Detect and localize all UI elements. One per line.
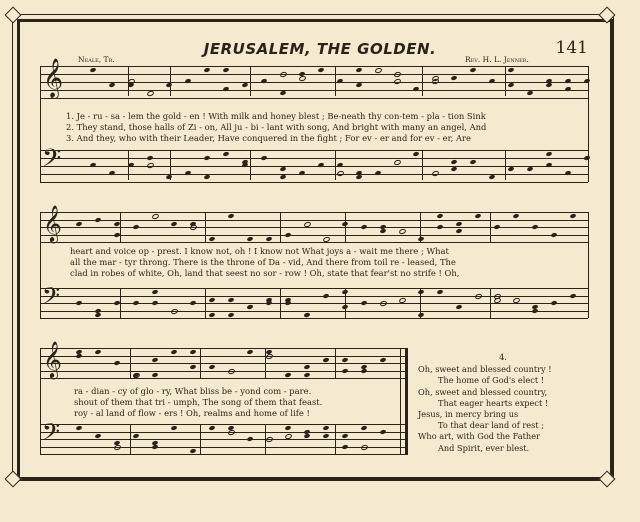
lyric-line-verse1: ra - dian - cy of glo - ry, What bliss be - yond com - pare. (74, 386, 312, 396)
barline (205, 212, 206, 242)
treble-clef-icon: 𝄞 (43, 340, 62, 378)
barline (588, 212, 589, 318)
lyric-line-verse1: heart and voice op - prest. I know not, oh ! I know not What joys a - wait me there ; What (70, 246, 449, 256)
barline (130, 348, 131, 378)
lyric-line-verse2: shout of them that tri - umph, The song of them that feast. (74, 397, 323, 407)
lyric-line-verse2: all the mar - tyr throng. There is the throne of Da - vid, And there from toil re - leased, The (70, 257, 456, 267)
verse-line: And Spirit, ever blest. (438, 442, 530, 453)
barline (335, 66, 336, 96)
barline (280, 288, 281, 318)
treble-staff-2 (40, 204, 588, 242)
barline (335, 424, 336, 454)
barline (490, 212, 491, 242)
barline (120, 288, 121, 318)
verse-line: Oh, sweet and blessed country ! (418, 364, 552, 375)
bass-clef-icon: 𝄢 (42, 282, 61, 315)
verse-line: Jesus, in mercy bring us (418, 409, 519, 420)
barline (200, 424, 201, 454)
treble-clef-icon: 𝄞 (43, 58, 64, 98)
barline (120, 212, 121, 242)
barline (250, 66, 251, 96)
system-bracket (40, 66, 41, 182)
barline (280, 212, 281, 242)
lyric-line-verse2: 2. They stand, those halls of Zi - on, All ju - bi - lant with song, And bright with many an angel, And (66, 122, 487, 132)
barline (250, 150, 251, 180)
barline (345, 212, 346, 242)
bass-staff-3 (40, 418, 408, 454)
barline (335, 348, 336, 378)
system-bracket (40, 348, 41, 454)
barline (335, 150, 336, 180)
barline (130, 424, 131, 454)
verse-number: 4. (499, 352, 507, 362)
page-number: 141 (555, 38, 588, 58)
barline (505, 150, 506, 180)
lyric-line-verse3: roy - al land of flow - ers ! Oh, realms and home of life ! (74, 408, 310, 418)
lyric-line-verse1: 1. Je - ru - sa - lem the gold - en ! With milk and honey blest ; Be-neath thy con-tem - pla - tion Sink (66, 111, 486, 121)
verse-line: To that dear land of rest ; (438, 420, 544, 431)
barline (422, 66, 423, 96)
barline (490, 288, 491, 318)
verse-4 (418, 352, 588, 454)
hymn-title: JERUSALEM, THE GOLDEN. (203, 40, 437, 58)
verse-line: Oh, sweet and blessed country, (418, 386, 548, 397)
barline (588, 66, 589, 182)
barline (422, 150, 423, 180)
translator-credit: Neale, Tr. (78, 55, 115, 64)
final-barline-thick (405, 348, 408, 454)
barline (505, 66, 506, 96)
lyric-line-verse3: 3. And they, who with their Leader, Have conquered in the fight ; For ev - er and for ev - er, Are (66, 133, 471, 143)
verse-line: The home of God's elect ! (438, 375, 545, 386)
verse-line: That eager hearts expect ! (438, 397, 549, 408)
composer-credit: Rev. H. L. Jenner. (465, 55, 529, 64)
verse-line: Who art, with God the Father (418, 431, 540, 442)
lyric-line-verse3: clad in robes of white, Oh, land that seest no sor - row ! Oh, state that fear'st no strife ! Oh, (70, 268, 460, 278)
treble-clef-icon: 𝄞 (43, 204, 62, 242)
barline (205, 288, 206, 318)
final-barline (400, 348, 401, 454)
bass-clef-icon: 𝄢 (42, 418, 61, 451)
bass-staff-2 (40, 282, 588, 318)
barline (170, 66, 171, 96)
bass-clef-icon: 𝄢 (42, 144, 62, 179)
barline (200, 348, 201, 378)
system-bracket (40, 212, 41, 318)
